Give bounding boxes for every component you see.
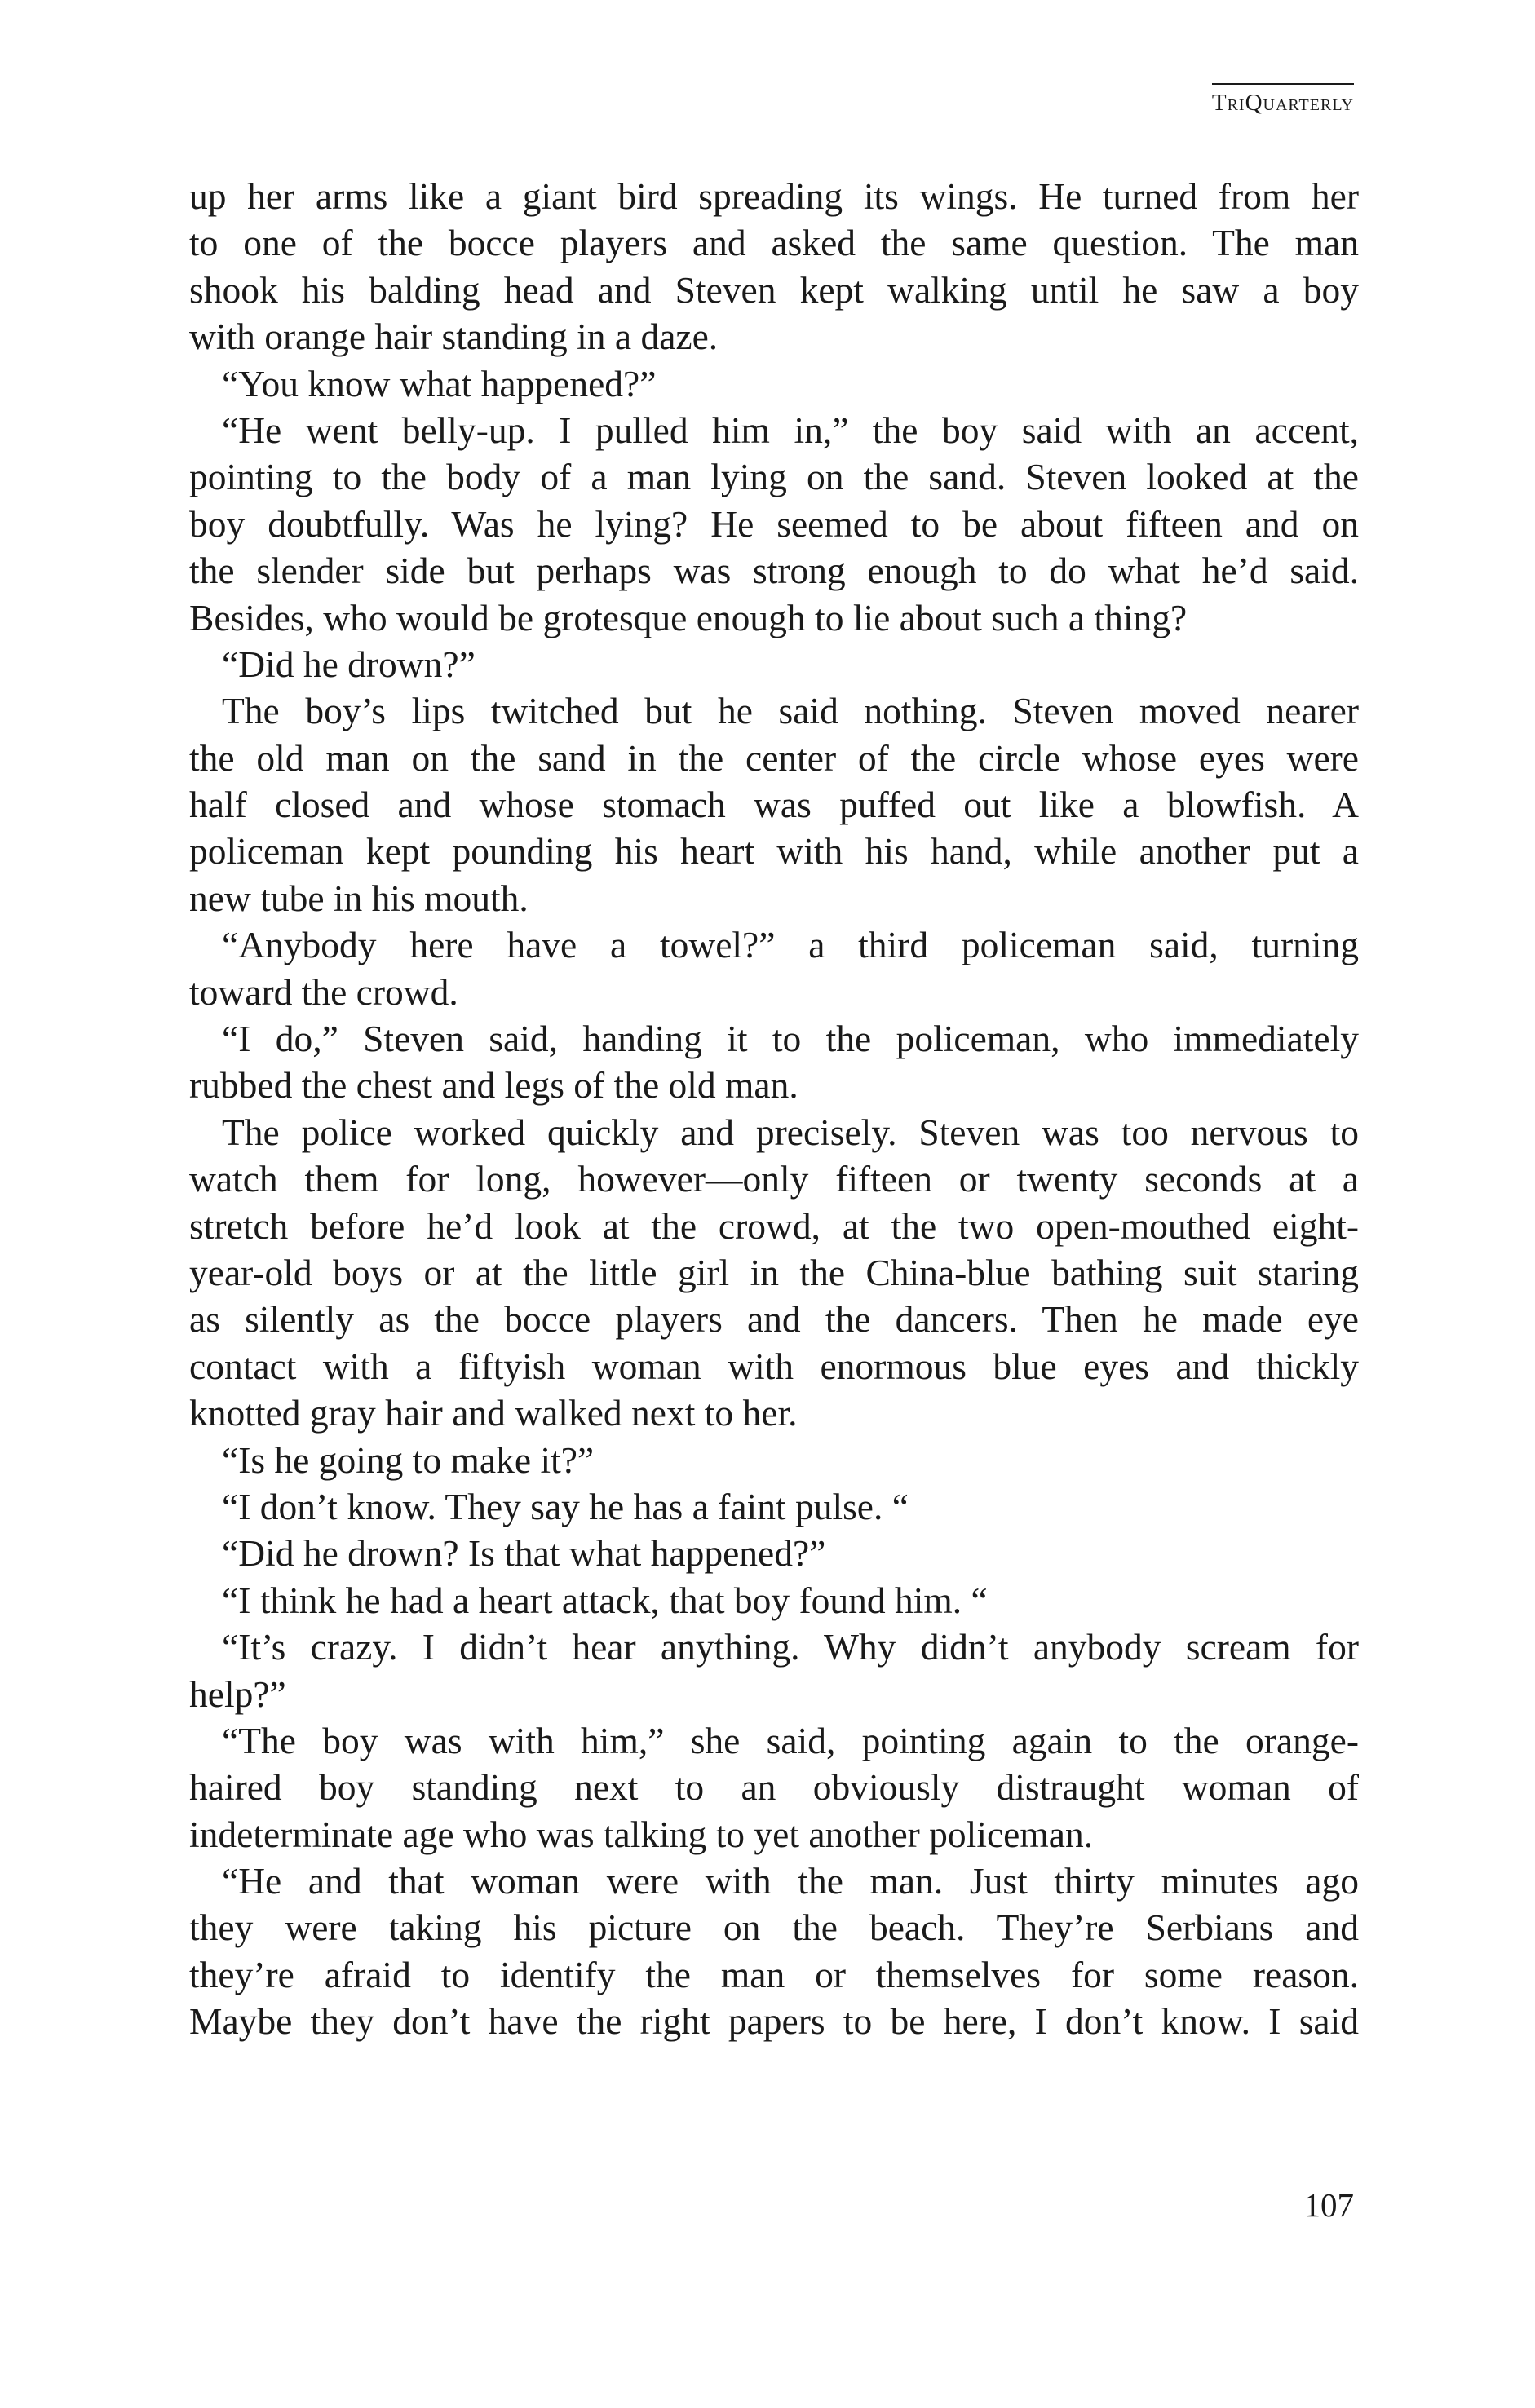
text-line: contact with a fiftyish woman with enormous blue eyes and thickly xyxy=(189,1345,1359,1387)
text-line: up her arms like a giant bird spreading its wings. He turned from her xyxy=(189,175,1359,217)
text-line: pointing to the body of a man lying on the sand. Steven looked at the xyxy=(189,456,1359,498)
text-line: “Did he drown?” xyxy=(222,643,476,685)
text-line: stretch before he’d look at the crowd, at the two open-mouthed eight- xyxy=(189,1204,1359,1247)
text-line: as silently as the bocce players and the dancers. Then he made eye xyxy=(189,1298,1359,1341)
text-line: “He and that woman were with the man. Just thirty minutes ago xyxy=(222,1860,1359,1902)
running-head: TriQuarterly xyxy=(1212,83,1354,117)
text-line: “It’s crazy. I didn’t hear anything. Why didn’t anybody scream for xyxy=(222,1626,1359,1668)
text-line: half closed and whose stomach was puffed out like a blowfish. A xyxy=(189,784,1359,826)
text-line: indeterminate age who was talking to yet another policeman. xyxy=(189,1813,1094,1855)
page-number: 107 xyxy=(1303,2186,1354,2224)
text-line: they’re afraid to identify the man or themselves for some reason. xyxy=(189,1953,1359,1995)
text-line: toward the crowd. xyxy=(189,970,458,1013)
text-line: Besides, who would be grotesque enough to lie about such a thing? xyxy=(189,596,1188,638)
text-line: boy doubtfully. Was he lying? He seemed to be about fifteen and on xyxy=(189,502,1359,545)
text-line: the old man on the sand in the center of the circle whose eyes were xyxy=(189,736,1359,779)
text-line: “I think he had a heart attack, that boy found him. “ xyxy=(222,1579,988,1621)
text-line: “You know what happened?” xyxy=(222,362,657,404)
text-line: help?” xyxy=(189,1672,286,1715)
text-line: to one of the bocce players and asked the same question. The man xyxy=(189,222,1359,264)
text-line: haired boy standing next to an obviously distraught woman of xyxy=(189,1766,1359,1809)
text-line: new tube in his mouth. xyxy=(189,877,529,919)
text-line: “I don’t know. They say he has a faint pulse. “ xyxy=(222,1485,909,1527)
text-line: “He went belly-up. I pulled him in,” the boy said with an accent, xyxy=(222,409,1359,451)
text-line: “Anybody here have a towel?” a third policeman said, turning xyxy=(222,924,1359,966)
text-line: the slender side but perhaps was strong enough to do what he’d said. xyxy=(189,550,1359,592)
text-line: “Did he drown? Is that what happened?” xyxy=(222,1532,826,1575)
text-line: shook his balding head and Steven kept walking until he saw a boy xyxy=(189,268,1359,311)
text-line: “I do,” Steven said, handing it to the policeman, who immediately xyxy=(222,1018,1359,1060)
text-line: with orange hair standing in a daze. xyxy=(189,316,719,358)
body-text xyxy=(189,173,1359,2045)
text-line: year-old boys or at the little girl in the China-blue bathing suit staring xyxy=(189,1251,1359,1293)
text-line: they were taking his picture on the beach. They’re Serbians and xyxy=(189,1907,1359,1949)
text-line: policeman kept pounding his heart with his hand, while another put a xyxy=(189,830,1359,873)
text-line: watch them for long, however—only fifteen or twenty seconds at a xyxy=(189,1158,1359,1200)
text-line: “Is he going to make it?” xyxy=(222,1438,595,1481)
text-line: Maybe they don’t have the right papers to be here, I don’t know. I said xyxy=(189,2000,1359,2043)
text-line: The boy’s lips twitched but he said nothing. Steven moved nearer xyxy=(222,690,1359,732)
text-line: knotted gray hair and walked next to her. xyxy=(189,1392,798,1434)
text-line: The police worked quickly and precisely. Steven was too nervous to xyxy=(222,1111,1359,1153)
text-line: “The boy was with him,” she said, pointing again to the orange- xyxy=(222,1719,1359,1761)
text-line: rubbed the chest and legs of the old man. xyxy=(189,1064,798,1107)
